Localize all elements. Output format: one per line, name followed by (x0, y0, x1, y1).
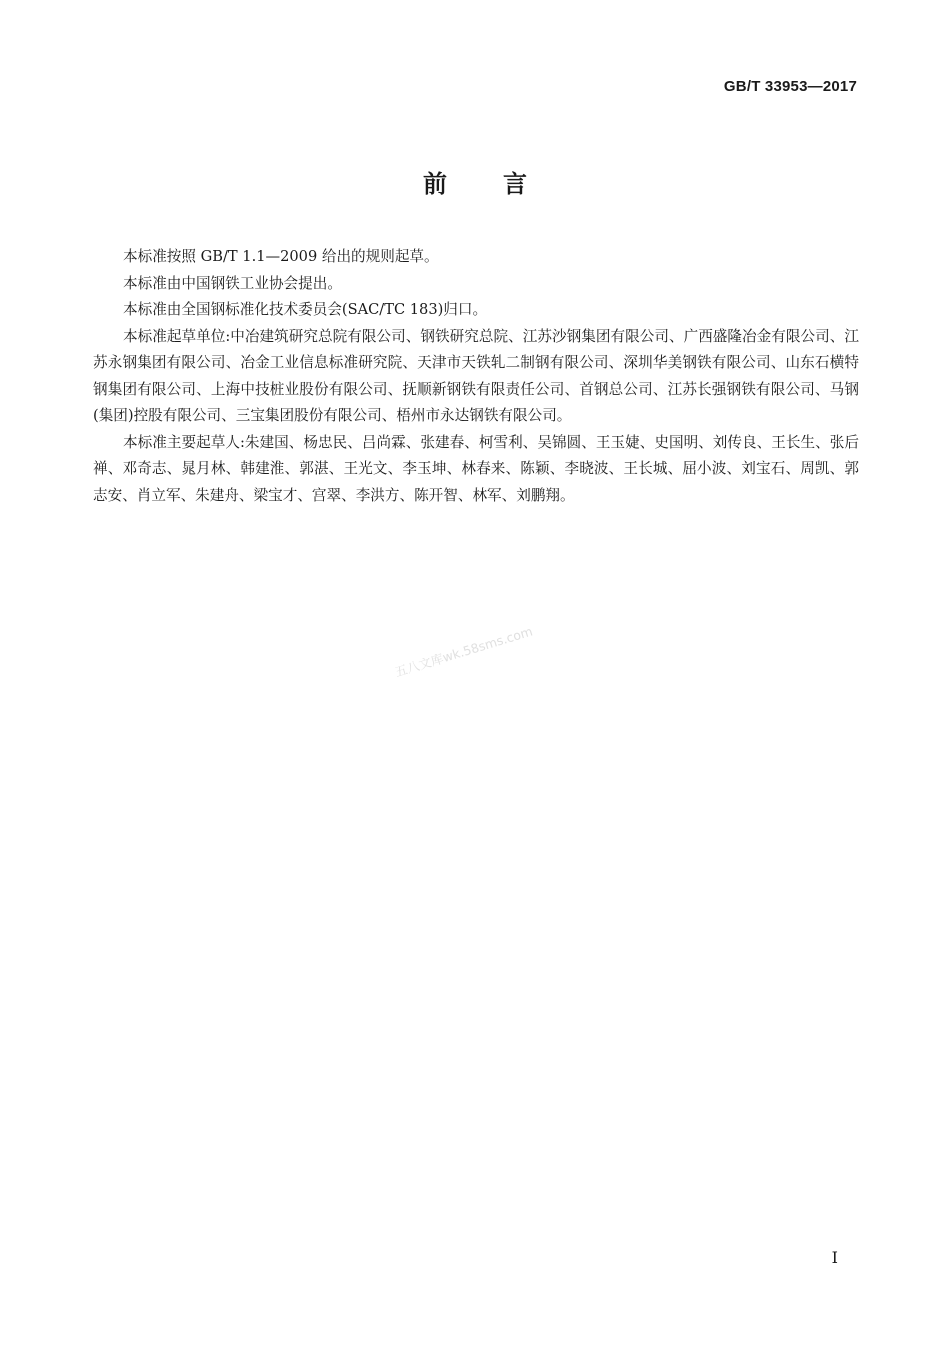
body-text (93, 244, 859, 509)
page-number: I (831, 1248, 838, 1267)
paragraph-drafting-rules: 本标准按照 GB/T 1.1—2009 给出的规则起草。 (123, 248, 439, 265)
watermark: 五八文库wk.58sms.com (392, 623, 535, 680)
standard-number: GB/T 33953—2017 (723, 78, 857, 95)
paragraph-committee: 本标准由全国钢标准化技术委员会(SAC/TC 183)归口。 (123, 301, 488, 318)
page-title: 前言 (423, 170, 583, 198)
paragraph-proposer: 本标准由中国钢铁工业协会提出。 (123, 274, 342, 292)
paragraph-drafters: 本标准主要起草人:朱建国、杨忠民、吕尚霖、张建春、柯雪利、吴锦圆、王玉婕、史国明、刘传良、王长生、张后禅、邓奇志、晁月林、韩建淮、郭湛、王光文、李玉坤、林春来、陈颖、李晓波、王长城、屈小波、刘宝石、周凯、郭志安、肖立军、朱建舟、梁宝才、宫翠、李洪方、陈开智、林军、刘鹏翔。 (93, 433, 859, 504)
paragraph-drafting-units: 本标准起草单位:中冶建筑研究总院有限公司、钢铁研究总院、江苏沙钢集团有限公司、广西盛隆冶金有限公司、江苏永钢集团有限公司、冶金工业信息标准研究院、天津市天铁轧二制钢有限公司、深圳华美钢铁有限公司、山东石横特钢集团有限公司、上海中技桩业股份有限公司、抚顺新钢铁有限责任公司、首钢总公司、江苏长强钢铁有限公司、马钢(集团)控股有限公司、三宝集团股份有限公司、梧州市永达钢铁有限公司。 (93, 327, 859, 424)
